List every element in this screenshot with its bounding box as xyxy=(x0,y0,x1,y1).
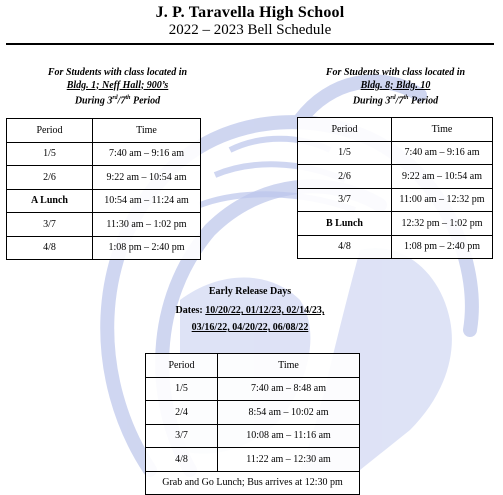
time-cell: 7:40 am – 9:16 am xyxy=(93,142,201,166)
table-row xyxy=(146,448,360,472)
dates-label: Dates: xyxy=(175,305,206,316)
table-row xyxy=(7,142,201,166)
time-cell: 11:22 am – 12:30 am xyxy=(218,448,360,472)
time-cell: 1:08 pm – 2:40 pm xyxy=(93,236,201,260)
right-caption-sup-rd: rd xyxy=(390,95,396,101)
early-release-title: Early Release Days xyxy=(208,286,292,297)
period-cell: 4/8 xyxy=(146,448,218,472)
right-caption-period-post: Period xyxy=(408,95,439,107)
period-cell: 3/7 xyxy=(7,213,93,237)
right-caption-sup-th: th xyxy=(403,95,409,101)
right-caption-period xyxy=(288,92,503,108)
time-cell: 9:22 am – 10:54 am xyxy=(392,165,493,189)
time-cell: 10:08 am – 11:16 am xyxy=(218,424,360,448)
period-cell: 1/5 xyxy=(146,377,218,401)
left-caption-buildings: Bldg. 1; Neff Hall; 900’s xyxy=(66,79,169,91)
table-row xyxy=(7,189,201,213)
table-row xyxy=(298,188,493,212)
left-caption-period-mid: /7 xyxy=(117,95,126,107)
period-cell: 4/8 xyxy=(7,236,93,260)
table-row xyxy=(146,377,360,401)
right-caption xyxy=(288,67,503,108)
table-row xyxy=(7,166,201,190)
left-caption-sup-rd: rd xyxy=(112,95,118,101)
time-header: Time xyxy=(392,118,493,142)
table-row xyxy=(7,213,201,237)
table-row xyxy=(298,165,493,189)
time-header: Time xyxy=(218,354,360,378)
dates-list-part2: 03/16/22, 04/20/22, 06/08/22 xyxy=(191,322,309,333)
table-row xyxy=(7,236,201,260)
title-divider xyxy=(6,43,494,45)
left-caption-period-text: During 3 xyxy=(74,95,113,107)
period-cell: 4/8 xyxy=(298,235,392,259)
table-row xyxy=(146,424,360,448)
period-cell: 1/5 xyxy=(7,142,93,166)
right-caption-period-mid: /7 xyxy=(395,95,404,107)
period-cell: 2/4 xyxy=(146,401,218,425)
left-caption-period-post: Period xyxy=(130,95,161,107)
table-footer-row xyxy=(146,471,360,495)
period-cell: 3/7 xyxy=(298,188,392,212)
time-cell: 7:40 am – 9:16 am xyxy=(392,141,493,165)
period-cell: 2/6 xyxy=(298,165,392,189)
table-header-row xyxy=(146,354,360,378)
table-header-row xyxy=(7,119,201,143)
early-release-dates-line1 xyxy=(140,305,360,316)
period-cell: 2/6 xyxy=(7,166,93,190)
table-row xyxy=(298,235,493,259)
time-header: Time xyxy=(93,119,201,143)
right-schedule-table xyxy=(297,117,493,259)
left-schedule-table xyxy=(6,118,201,260)
time-cell: 9:22 am – 10:54 am xyxy=(93,166,201,190)
time-cell: 7:40 am – 8:48 am xyxy=(218,377,360,401)
left-caption-line1: For Students with class located in xyxy=(47,67,188,78)
dates-list-part1: 10/20/22, 01/12/23, 02/14/23, xyxy=(205,305,325,316)
table-header-row xyxy=(298,118,493,142)
table-row xyxy=(146,401,360,425)
left-caption xyxy=(10,67,225,108)
table-row xyxy=(298,141,493,165)
period-cell: 1/5 xyxy=(298,141,392,165)
period-cell: 3/7 xyxy=(146,424,218,448)
time-cell: 12:32 pm – 1:02 pm xyxy=(392,212,493,236)
time-cell: 10:54 am – 11:24 am xyxy=(93,189,201,213)
left-caption-period xyxy=(10,92,225,108)
early-release-dates-line2 xyxy=(140,322,360,333)
lunch-bus-note: Grab and Go Lunch; Bus arrives at 12:30 pm xyxy=(146,471,360,495)
period-header: Period xyxy=(298,118,392,142)
school-title: J. P. Taravella High School xyxy=(155,4,345,21)
period-cell-lunch: B Lunch xyxy=(298,212,392,236)
table-row xyxy=(298,212,493,236)
schedule-year-title: 2022 – 2023 Bell Schedule xyxy=(168,22,332,38)
early-release-table xyxy=(145,353,360,495)
time-cell: 1:08 pm – 2:40 pm xyxy=(392,235,493,259)
time-cell: 8:54 am – 10:02 am xyxy=(218,401,360,425)
time-cell: 11:30 am – 1:02 pm xyxy=(93,213,201,237)
right-caption-buildings: Bldg. 8; Bldg. 10 xyxy=(360,79,431,91)
right-caption-period-text: During 3 xyxy=(352,95,391,107)
period-header: Period xyxy=(7,119,93,143)
left-caption-sup-th: th xyxy=(125,95,131,101)
period-cell-lunch: A Lunch xyxy=(7,189,93,213)
right-caption-line1: For Students with class located in xyxy=(325,67,466,78)
period-header: Period xyxy=(146,354,218,378)
time-cell: 11:00 am – 12:32 pm xyxy=(392,188,493,212)
